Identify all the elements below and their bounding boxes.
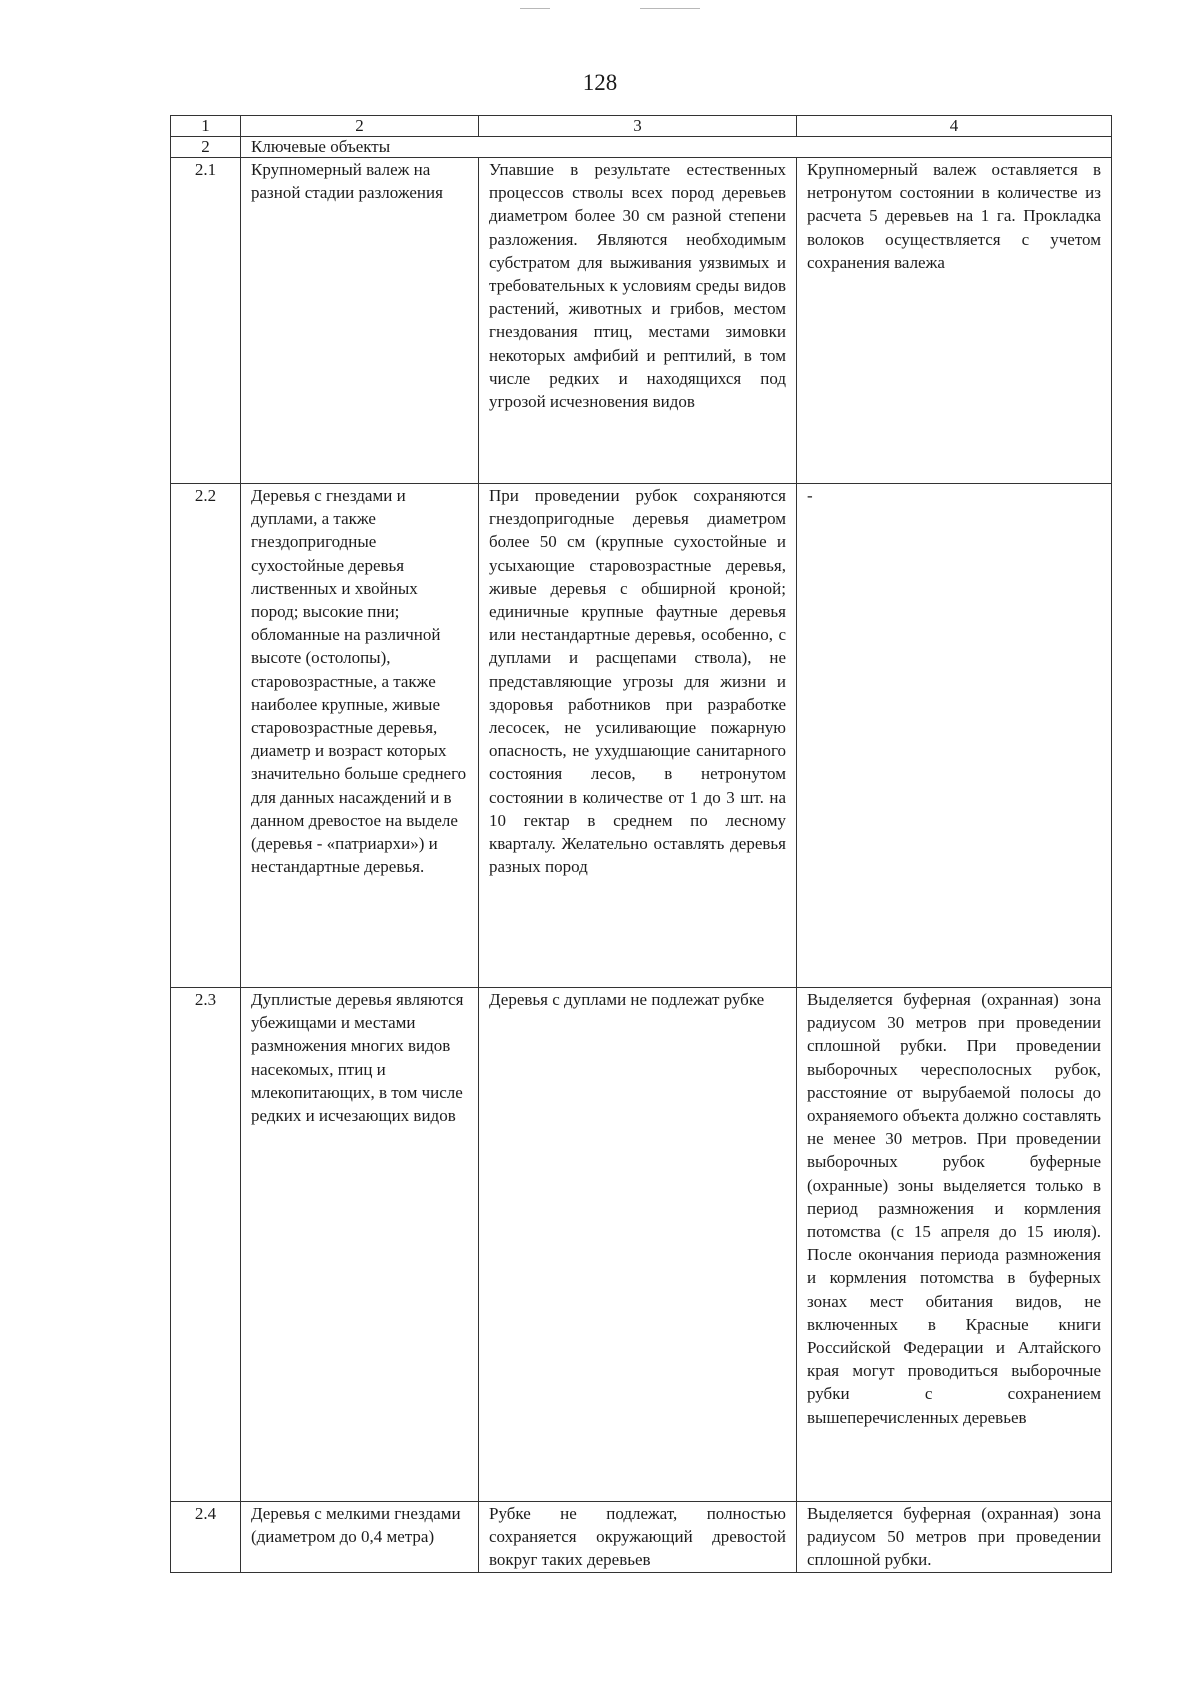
scan-artifact — [640, 8, 700, 9]
header-cell-4: 4 — [797, 116, 1112, 137]
row-number: 2.1 — [171, 158, 241, 484]
key-objects-table — [170, 115, 1112, 1573]
measures-cell: Выделяется буферная (охранная) зона радиусом 30 метров при проведении сплошной рубки. При проведении выборочных чересполосных рубок, расстояние от вырубаемой полосы до охраняемого объекта должно составлять не менее 30 метров. При проведении выборочных рубок буферные (охранные) зоны выделяется только в период размножения и кормления потомства (с 15 апреля до 15 июля). После окончания периода размножения и кормления потомства в буферных зонах мест обитания видов, не включенных в Красные книги Российской Федерации и Алтайского края могут проводиться выборочные рубки с сохранением вышеперечисленных деревьев — [797, 988, 1112, 1502]
row-number: 2.2 — [171, 484, 241, 988]
description-cell: При проведении рубок сохраняются гнездопригодные деревья диаметром более 50 см (крупные сухостойные и усыхающие старовозрастные деревья, живые деревья с обширной кроной; единичные крупные фаутные деревья или нестандартные деревья, особенно, с дуплами и расщепами ствола), не представляющие угрозы для жизни и здоровья работников при разработке лесосек, не усиливающие пожарную опасность, не ухудшающие санитарного состояния лесов, в нетронутом состоянии в количестве от 1 до 3 шт. на 10 гектар в среднем по лесному кварталу. Желательно оставлять деревья разных пород — [479, 484, 797, 988]
table-header-row — [171, 116, 1112, 137]
section-row — [171, 137, 1112, 158]
measures-cell: Крупномерный валеж оставляется в нетронутом состоянии в количестве из расчета 5 деревьев на 1 га. Прокладка волоков осуществляется с учетом сохранения валежа — [797, 158, 1112, 484]
section-number: 2 — [171, 137, 241, 158]
description-cell: Деревья с дуплами не подлежат рубке — [479, 988, 797, 1502]
page-number: 128 — [582, 70, 618, 95]
table-row — [171, 484, 1112, 988]
measures-cell: Выделяется буферная (охранная) зона радиусом 50 метров при проведении сплошной рубки. — [797, 1502, 1112, 1573]
object-cell: Деревья с гнездами и дуплами, а также гнездопригодные сухостойные деревья лиственных и хвойных пород; высокие пни; обломанные на различной высоте (остолопы), старовозрастные, а также наиболее крупные, живые старовозрастные деревья, диаметр и возраст которых значительно больше среднего для данных насаждений и в данном древостое на выделе (деревья - «патриархи») и нестандартные деревья. — [241, 484, 479, 988]
table-row — [171, 988, 1112, 1502]
object-cell: Крупномерный валеж на разной стадии разложения — [241, 158, 479, 484]
description-cell: Упавшие в результате естественных процессов стволы всех пород деревьев диаметром более 30 см разной степени разложения. Являются необходимым субстратом для выживания уязвимых и требовательных к условиям среды видов растений, животных и грибов, местом гнездования птиц, местами зимовки некоторых амфибий и рептилий, в том числе редких и находящихся под угрозой исчезновения видов — [479, 158, 797, 484]
header-cell-1: 1 — [171, 116, 241, 137]
row-number: 2.4 — [171, 1502, 241, 1573]
table-row — [171, 158, 1112, 484]
description-cell: Рубке не подлежат, полностью сохраняется окружающий древостой вокруг таких деревьев — [479, 1502, 797, 1573]
section-title: Ключевые объекты — [241, 137, 1112, 158]
measures-cell: - — [797, 484, 1112, 988]
header-cell-3: 3 — [479, 116, 797, 137]
header-cell-2: 2 — [241, 116, 479, 137]
object-cell: Деревья с мелкими гнездами (диаметром до 0,4 метра) — [241, 1502, 479, 1573]
table-row — [171, 1502, 1112, 1573]
object-cell: Дуплистые деревья являются убежищами и местами размножения многих видов насекомых, птиц и млекопитающих, в том числе редких и исчезающих видов — [241, 988, 479, 1502]
scan-artifact — [520, 8, 550, 9]
row-number: 2.3 — [171, 988, 241, 1502]
